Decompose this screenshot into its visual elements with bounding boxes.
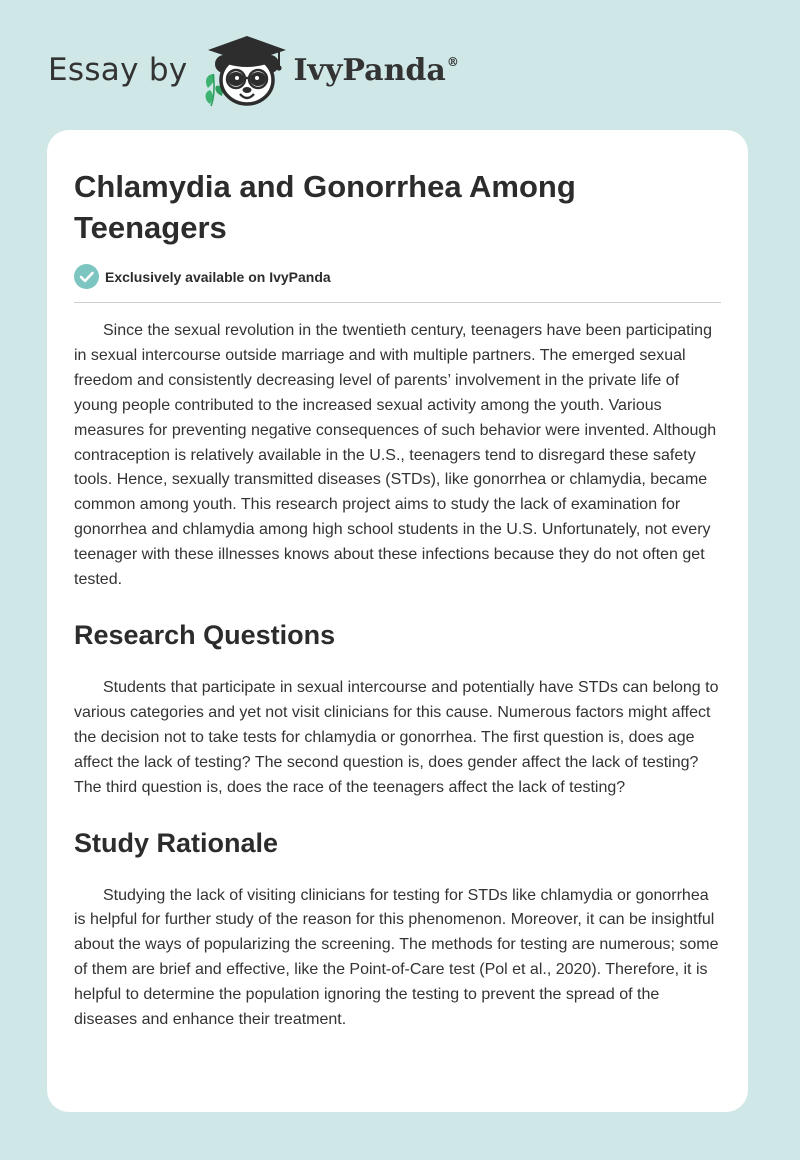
brand-name-text: IvyPanda — [293, 52, 446, 88]
panda-graduate-logo-icon[interactable] — [202, 30, 292, 110]
exclusive-badge — [74, 264, 721, 303]
registered-mark: ® — [446, 54, 459, 69]
check-circle-icon — [74, 264, 99, 289]
exclusive-badge-text: Exclusively available on IvyPanda — [105, 268, 331, 285]
research-questions-paragraph: Students that participate in sexual intercourse and potentially have STDs can belong to various categories and yet not visit clinicians for this cause. Numerous factors might affect the decision not to take tests for chlamydia or gonorrhea. The first question is, does age affect the lack of testing? The second question is, does gender affect the lack of testing? The third question is, does the race of the teenagers affect the lack of testing? — [74, 678, 719, 796]
essay-title: Chlamydia and Gonorrhea Among Teenagers — [74, 169, 576, 245]
section-heading-study-rationale: Study Rationale — [74, 827, 279, 858]
brand-prefix: Essay by — [48, 52, 188, 88]
brand-name[interactable] — [294, 53, 459, 88]
intro-paragraph: Since the sexual revolution in the twentieth century, teenagers have been participating in sexual intercourse outside marriage and with multiple partners. The emerged sexual freedom and consistently decreasing level of parents’ involvement in the private life of young people contributed to the increased sexual activity among the youth. Various measures for preventing negative consequences of such behavior were invented. Although contraception is relatively available in the U.S., teenagers tend to disregard these safety tools. Hence, sexually transmitted diseases (STDs), like gonorrhea or chlamydia, became common among youth. This research project aims to study the lack of examination for gonorrhea and chlamydia among high school students in the U.S. Unfortunately, not every teenager with these illnesses knows about these infections because they do not often get tested. — [74, 322, 717, 589]
site-header — [48, 30, 459, 110]
essay-card — [47, 130, 748, 1112]
section-heading-research-questions: Research Questions — [74, 619, 336, 650]
study-rationale-paragraph: Studying the lack of visiting clinicians for testing for STDs like chlamydia or gonorrhea is helpful for further study of the reason for this phenomenon. Moreover, it can be insightful about the ways of popularizing the screening. The methods for testing are numerous; some of them are brief and effective, like the Point-of-Care test (Pol et al., 2020). Therefore, it is helpful to determine the population ignoring the testing to prevent the spread of the diseases and enhance their treatment. — [74, 886, 719, 1029]
